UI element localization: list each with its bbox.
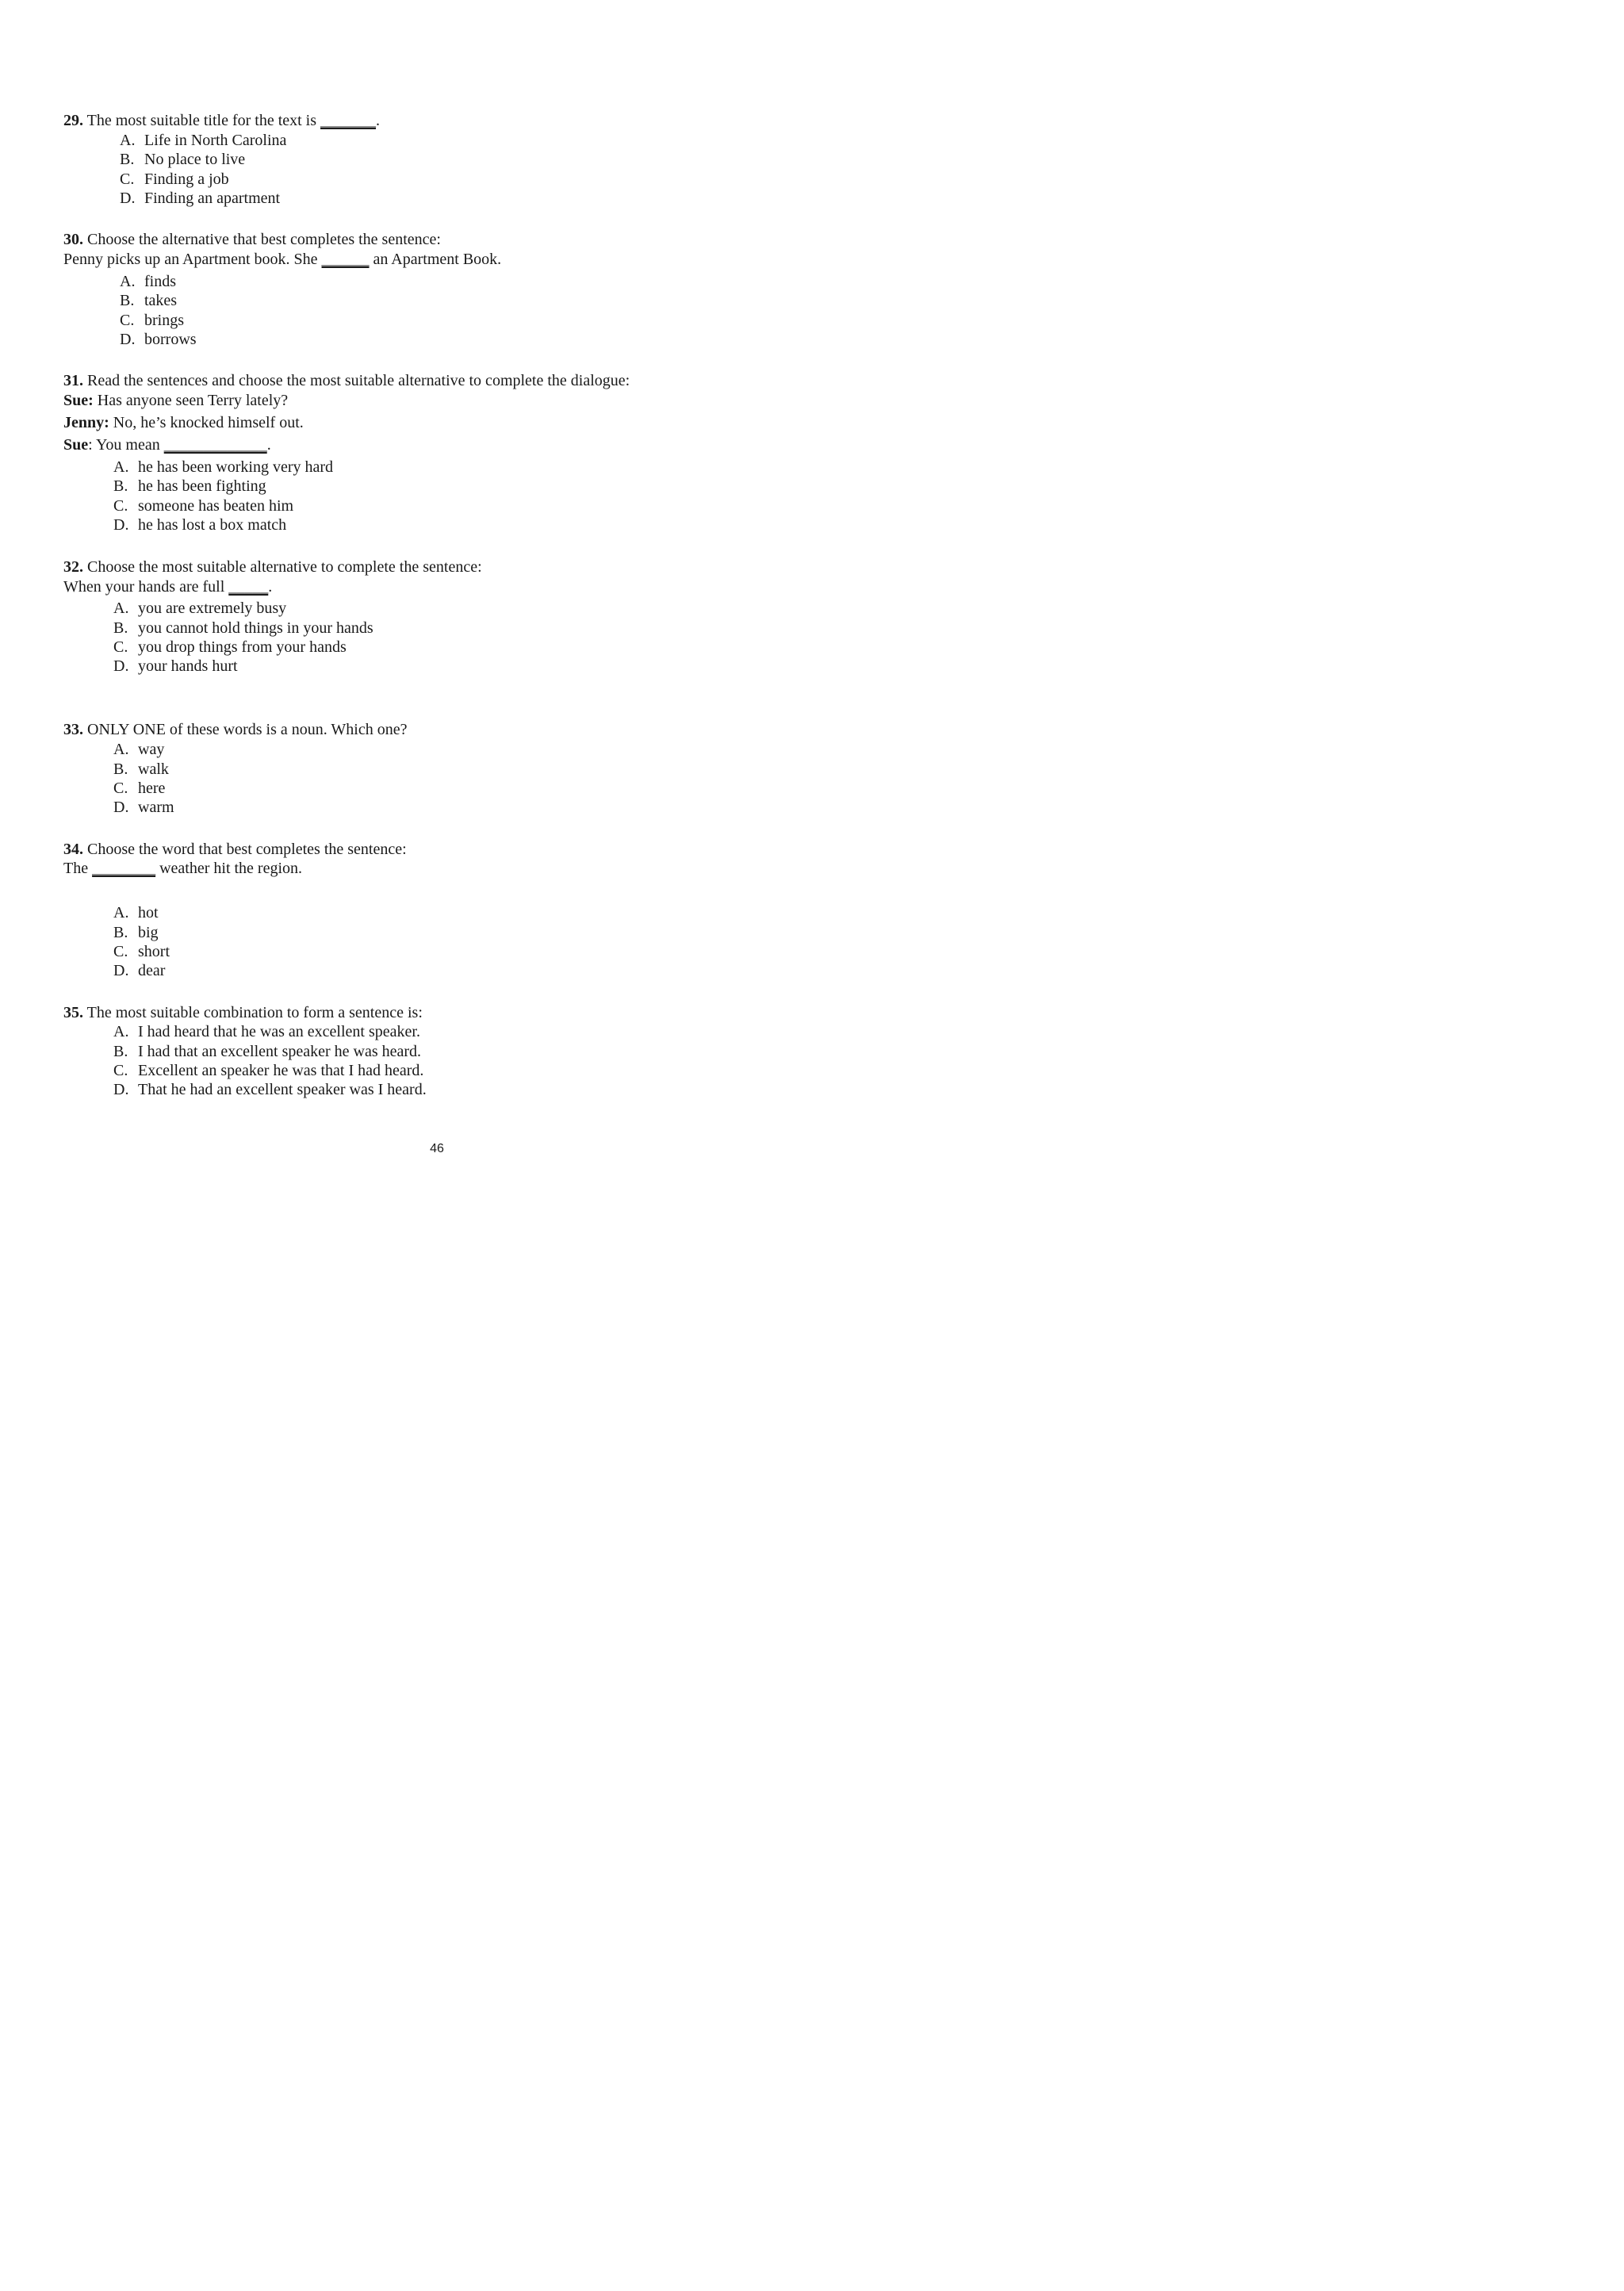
stem-text: ONLY ONE of these words is a noun. Which one? xyxy=(83,721,408,738)
option-33-a xyxy=(113,740,164,759)
question-30-sentence xyxy=(63,250,501,269)
dialogue-line-3 xyxy=(63,435,271,454)
option-text: I had that an excellent speaker he was heard. xyxy=(138,1043,422,1060)
option-letter: D. xyxy=(113,516,129,534)
option-text: big xyxy=(138,924,159,941)
option-letter: B. xyxy=(113,1043,128,1060)
stem-text: Choose the alternative that best completes the sentence: xyxy=(83,231,441,248)
dialogue-text: Has anyone seen Terry lately? xyxy=(93,392,289,409)
option-letter: C. xyxy=(113,780,128,797)
option-letter: B. xyxy=(113,619,128,637)
stem-text: Choose the word that best completes the sentence: xyxy=(83,841,407,858)
option-letter: D. xyxy=(113,962,129,979)
page-number: 46 xyxy=(430,1142,444,1155)
option-letter: A. xyxy=(120,132,136,149)
option-letter: D. xyxy=(113,657,129,675)
answer-blank: _____________ xyxy=(163,436,267,454)
option-text: Excellent an speaker he was that I had heard. xyxy=(138,1062,424,1079)
question-number: 31. xyxy=(63,372,83,389)
question-32-sentence xyxy=(63,577,272,596)
option-letter: D. xyxy=(113,799,129,816)
sentence-text: When your hands are full xyxy=(63,578,229,596)
answer-blank: ______ xyxy=(321,251,370,268)
question-31-stem xyxy=(63,371,630,390)
speaker-name: Sue xyxy=(63,436,89,454)
dialogue-line-2 xyxy=(63,413,304,432)
option-34-d xyxy=(113,961,165,980)
sentence-text: The xyxy=(63,860,93,877)
question-33-stem xyxy=(63,720,407,739)
option-letter: C. xyxy=(113,497,128,515)
option-33-b xyxy=(113,760,169,779)
stem-text: Choose the most suitable alternative to complete the sentence: xyxy=(83,558,482,576)
question-35-stem xyxy=(63,1003,423,1022)
option-text: you are extremely busy xyxy=(138,600,287,617)
option-letter: A. xyxy=(113,458,129,476)
answer-blank: ________ xyxy=(92,860,156,877)
option-30-c xyxy=(120,311,184,330)
option-letter: C. xyxy=(120,312,135,329)
option-letter: C. xyxy=(120,170,135,188)
sentence-text-end: weather hit the region. xyxy=(155,860,303,877)
stem-text: Read the sentences and choose the most suitable alternative to complete the dialogue: xyxy=(83,372,630,389)
option-letter: B. xyxy=(113,924,128,941)
question-34-stem xyxy=(63,840,407,859)
option-text: warm xyxy=(138,799,174,816)
option-30-a xyxy=(120,272,176,291)
option-text: Finding an apartment xyxy=(144,190,281,207)
option-text: you drop things from your hands xyxy=(138,638,347,656)
option-31-b xyxy=(113,477,266,496)
option-text: your hands hurt xyxy=(138,657,238,675)
sentence-text: Penny picks up an Apartment book. She xyxy=(63,251,322,268)
option-text: walk xyxy=(138,760,169,778)
option-33-c xyxy=(113,779,165,798)
option-text: he has been working very hard xyxy=(138,458,334,476)
option-text: he has been fighting xyxy=(138,477,266,495)
stem-text: The most suitable combination to form a sentence is: xyxy=(83,1004,423,1021)
option-31-c xyxy=(113,496,293,515)
option-32-b xyxy=(113,619,373,638)
option-letter: A. xyxy=(113,904,129,921)
option-31-a xyxy=(113,458,333,477)
option-text: I had heard that he was an excellent speaker. xyxy=(138,1023,420,1040)
sentence-text-end: . xyxy=(268,578,273,596)
answer-blank: _______ xyxy=(320,112,377,129)
question-29-stem xyxy=(63,111,380,130)
option-32-d xyxy=(113,657,238,676)
stem-text: The most suitable title for the text is xyxy=(83,112,321,129)
dialogue-line-1 xyxy=(63,391,288,410)
option-34-c xyxy=(113,942,170,961)
option-text: finds xyxy=(144,273,176,290)
option-30-d xyxy=(120,330,197,349)
question-number: 30. xyxy=(63,231,83,248)
option-letter: D. xyxy=(120,331,136,348)
dialogue-text-end: . xyxy=(266,436,271,454)
question-number: 29. xyxy=(63,112,83,129)
option-letter: A. xyxy=(113,1023,129,1040)
option-35-a xyxy=(113,1022,420,1041)
option-35-c xyxy=(113,1061,423,1080)
option-text: takes xyxy=(144,292,178,309)
option-letter: C. xyxy=(113,638,128,656)
speaker-name: Jenny: xyxy=(63,414,109,431)
option-34-b xyxy=(113,923,159,942)
option-letter: A. xyxy=(120,273,136,290)
option-text: short xyxy=(138,943,170,960)
option-letter: A. xyxy=(113,600,129,617)
stem-text-end: . xyxy=(376,112,381,129)
option-text: No place to live xyxy=(144,151,246,168)
option-35-d xyxy=(113,1080,427,1099)
dialogue-text: No, he’s knocked himself out. xyxy=(109,414,304,431)
document-page xyxy=(0,0,874,1233)
question-34-sentence xyxy=(63,859,302,878)
answer-blank: _____ xyxy=(228,578,269,596)
option-text: someone has beaten him xyxy=(138,497,294,515)
option-text: Life in North Carolina xyxy=(144,132,287,149)
option-32-c xyxy=(113,638,347,657)
option-letter: B. xyxy=(113,760,128,778)
dialogue-text: : You mean xyxy=(88,436,164,454)
option-text: Finding a job xyxy=(144,170,229,188)
option-text: That he had an excellent speaker was I heard. xyxy=(138,1081,427,1098)
option-letter: B. xyxy=(120,292,135,309)
option-35-b xyxy=(113,1042,421,1061)
option-text: here xyxy=(138,780,166,797)
option-29-d xyxy=(120,189,280,208)
option-letter: D. xyxy=(113,1081,129,1098)
option-32-a xyxy=(113,599,286,618)
option-letter: B. xyxy=(113,477,128,495)
option-29-c xyxy=(120,170,229,189)
option-letter: B. xyxy=(120,151,135,168)
option-text: hot xyxy=(138,904,159,921)
option-letter: D. xyxy=(120,190,136,207)
option-34-a xyxy=(113,903,159,922)
question-number: 35. xyxy=(63,1004,83,1021)
question-number: 34. xyxy=(63,841,83,858)
option-letter: C. xyxy=(113,1062,128,1079)
option-letter: A. xyxy=(113,741,129,758)
option-29-a xyxy=(120,131,286,150)
question-32-stem xyxy=(63,557,482,577)
option-text: you cannot hold things in your hands xyxy=(138,619,373,637)
option-letter: C. xyxy=(113,943,128,960)
option-text: borrows xyxy=(144,331,197,348)
question-30-stem xyxy=(63,230,441,249)
question-number: 33. xyxy=(63,721,83,738)
question-number: 32. xyxy=(63,558,83,576)
option-31-d xyxy=(113,515,286,534)
speaker-name: Sue: xyxy=(63,392,94,409)
option-text: way xyxy=(138,741,165,758)
option-30-b xyxy=(120,291,177,310)
sentence-text-end: an Apartment Book. xyxy=(369,251,502,268)
option-text: dear xyxy=(138,962,166,979)
option-29-b xyxy=(120,150,245,169)
option-text: he has lost a box match xyxy=(138,516,287,534)
option-text: brings xyxy=(144,312,184,329)
option-33-d xyxy=(113,798,174,817)
